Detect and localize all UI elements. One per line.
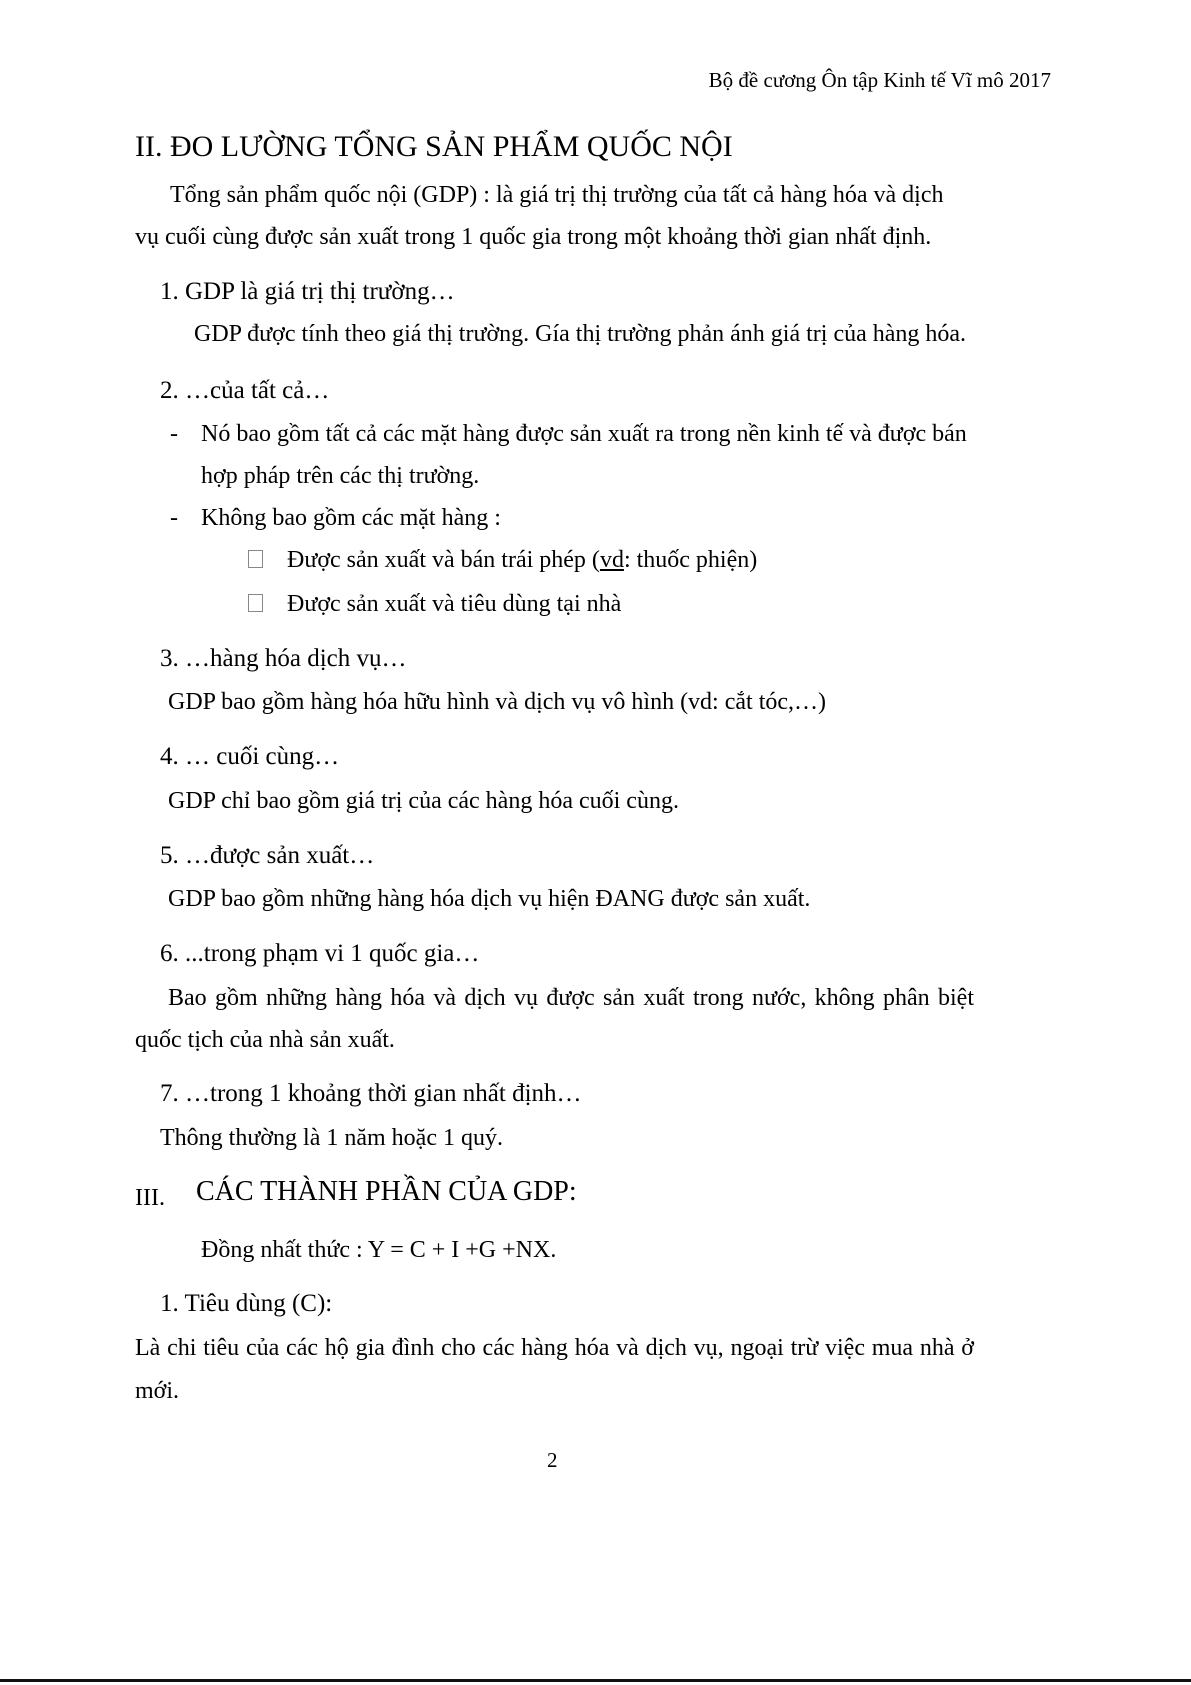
item-2-heading: 2. …của tất cả… [160, 377, 330, 404]
intro-line-1: Tổng sản phẩm quốc nội (GDP) : là giá trị thị trường của tất cả hàng hóa và dịch [170, 182, 944, 208]
bullet-1-text-pre: Được sản xuất và bán trái phép ( [287, 547, 600, 573]
item-7-heading: 7. …trong 1 khoảng thời gian nhất định… [160, 1080, 582, 1107]
page-header: Bộ đề cương Ôn tập Kinh tế Vĩ mô 2017 [708, 68, 1051, 92]
item-5-text: GDP bao gồm những hàng hóa dịch vụ hiện ĐANG được sản xuất. [168, 886, 811, 912]
checkbox-bullet-icon [248, 594, 263, 612]
dash-bullet: - [170, 421, 178, 447]
section-ii-heading: II. ĐO LƯỜNG TỔNG SẢN PHẨM QUỐC NỘI [135, 130, 733, 163]
page-number: 2 [547, 1448, 558, 1472]
item-1-text: GDP được tính theo giá thị trường. Gía thị trường phản ánh giá trị của hàng hóa. [194, 321, 967, 347]
bullet-1-text-underlined: vd [599, 547, 624, 573]
section-iii-numeral: III. [135, 1185, 165, 1211]
intro-line-2: vụ cuối cùng được sản xuất trong 1 quốc gia trong một khoảng thời gian nhất định. [135, 224, 932, 250]
section-iii-item-1-text-line-1: Là chi tiêu của các hộ gia đình cho các hàng hóa và dịch vụ, ngoại trừ việc mua nhà ở [135, 1335, 974, 1361]
checkbox-bullet-icon [248, 550, 263, 568]
bullet-2-text: Được sản xuất và tiêu dùng tại nhà [287, 591, 622, 617]
gdp-identity: Đồng nhất thức : Y = C + I +G +NX. [201, 1237, 557, 1263]
item-2-dash-2: Không bao gồm các mặt hàng : [201, 505, 501, 531]
item-2-dash-1-line-1: Nó bao gồm tất cả các mặt hàng được sản xuất ra trong nền kinh tế và được bán [201, 421, 967, 447]
section-iii-item-1-heading: 1. Tiêu dùng (C): [160, 1290, 333, 1317]
bottom-divider [0, 1679, 1191, 1682]
bullet-1-text-post: : thuốc phiện) [623, 547, 758, 573]
dash-bullet: - [170, 505, 178, 531]
item-5-heading: 5. …được sản xuất… [160, 842, 375, 869]
item-6-text-line-2: quốc tịch của nhà sản xuất. [135, 1027, 395, 1053]
item-4-text: GDP chỉ bao gồm giá trị của các hàng hóa cuối cùng. [168, 788, 679, 814]
section-iii-item-1-text-line-2: mới. [135, 1378, 180, 1404]
item-2-bullet-1 [248, 547, 757, 574]
section-iii-heading: CÁC THÀNH PHẦN CỦA GDP: [196, 1176, 577, 1207]
item-3-text: GDP bao gồm hàng hóa hữu hình và dịch vụ vô hình (vd: cắt tóc,…) [168, 689, 827, 715]
item-6-text-line-1: Bao gồm những hàng hóa và dịch vụ được sản xuất trong nước, không phân biệt [168, 985, 974, 1011]
item-6-heading: 6. ...trong phạm vi 1 quốc gia… [160, 940, 480, 967]
item-2-dash-1-line-2: hợp pháp trên các thị trường. [201, 463, 480, 489]
item-4-heading: 4. … cuối cùng… [160, 743, 340, 770]
item-7-text: Thông thường là 1 năm hoặc 1 quý. [160, 1125, 503, 1151]
item-3-heading: 3. …hàng hóa dịch vụ… [160, 645, 407, 672]
item-2-bullet-2 [248, 591, 621, 618]
item-1-heading: 1. GDP là giá trị thị trường… [160, 278, 455, 305]
